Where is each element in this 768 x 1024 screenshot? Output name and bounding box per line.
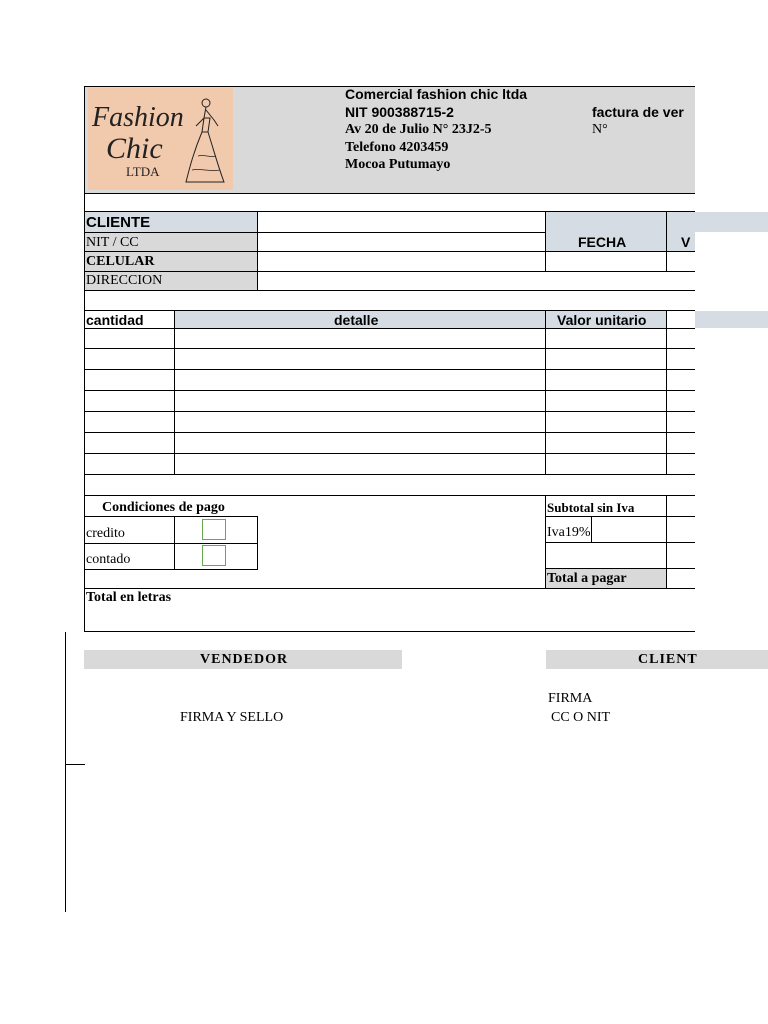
table-row[interactable]	[85, 433, 695, 453]
fecha-field[interactable]	[546, 252, 666, 271]
company-city: Mocoa Putumayo	[345, 157, 451, 172]
logo-text-ltda: LTDA	[126, 164, 160, 179]
company-phone: Telefono 4203459	[345, 140, 449, 155]
logo-text-fashion: Fashion	[92, 102, 184, 133]
company-name: Comercial fashion chic ltda	[345, 86, 528, 102]
company-address: Av 20 de Julio N° 23J2-5	[345, 122, 492, 137]
col-header-detalle: detalle	[334, 312, 379, 328]
col-header-cantidad: cantidad	[86, 312, 144, 328]
total-letras-label: Total en letras	[86, 590, 172, 605]
subtotal-label: Subtotal sin Iva	[547, 500, 635, 515]
credito-label: credito	[86, 526, 125, 541]
table-row[interactable]	[85, 454, 695, 474]
credito-checkbox[interactable]	[202, 519, 226, 540]
table-row[interactable]	[85, 329, 695, 348]
direccion-field[interactable]	[258, 272, 695, 290]
celular-label: CELULAR	[86, 254, 155, 269]
cliente-signature-label: CLIENT	[638, 652, 698, 667]
table-row[interactable]	[85, 412, 695, 432]
firma-label: FIRMA	[548, 691, 593, 706]
nit-cc-label: NIT / CC	[86, 235, 139, 250]
total-field[interactable]	[667, 569, 695, 588]
company-logo	[88, 88, 233, 190]
dress-figure-icon	[184, 96, 230, 186]
cliente-label: CLIENTE	[86, 214, 151, 231]
invoice-title: factura de ver	[592, 104, 684, 120]
total-letras-field[interactable]	[180, 589, 695, 631]
total-pagar-label: Total a pagar	[547, 571, 627, 586]
company-nit: NIT 900388715-2	[345, 104, 454, 120]
logo-text-chic: Chic	[106, 132, 163, 165]
nit-cc-field[interactable]	[258, 233, 545, 251]
contado-label: contado	[86, 552, 131, 567]
table-row[interactable]	[85, 370, 695, 390]
fecha-label: FECHA	[578, 234, 627, 250]
col-header-valor-unitario: Valor unitario	[557, 312, 647, 328]
table-row[interactable]	[85, 391, 695, 411]
cliente-field[interactable]	[258, 212, 545, 232]
cc-nit-label: CC O NIT	[551, 710, 611, 725]
v-label: V	[681, 234, 691, 250]
subtotal-field[interactable]	[667, 496, 695, 516]
direccion-label: DIRECCION	[86, 273, 163, 288]
condiciones-pago-label: Condiciones de pago	[102, 500, 225, 515]
contado-checkbox[interactable]	[202, 545, 226, 566]
invoice-number-label: N°	[592, 122, 608, 137]
celular-field[interactable]	[258, 252, 545, 271]
iva-field[interactable]	[667, 517, 695, 542]
table-row[interactable]	[85, 349, 695, 369]
vendedor-label: VENDEDOR	[200, 652, 289, 667]
firma-sello-label: FIRMA Y SELLO	[180, 710, 284, 725]
iva-label: Iva19%	[547, 525, 591, 540]
